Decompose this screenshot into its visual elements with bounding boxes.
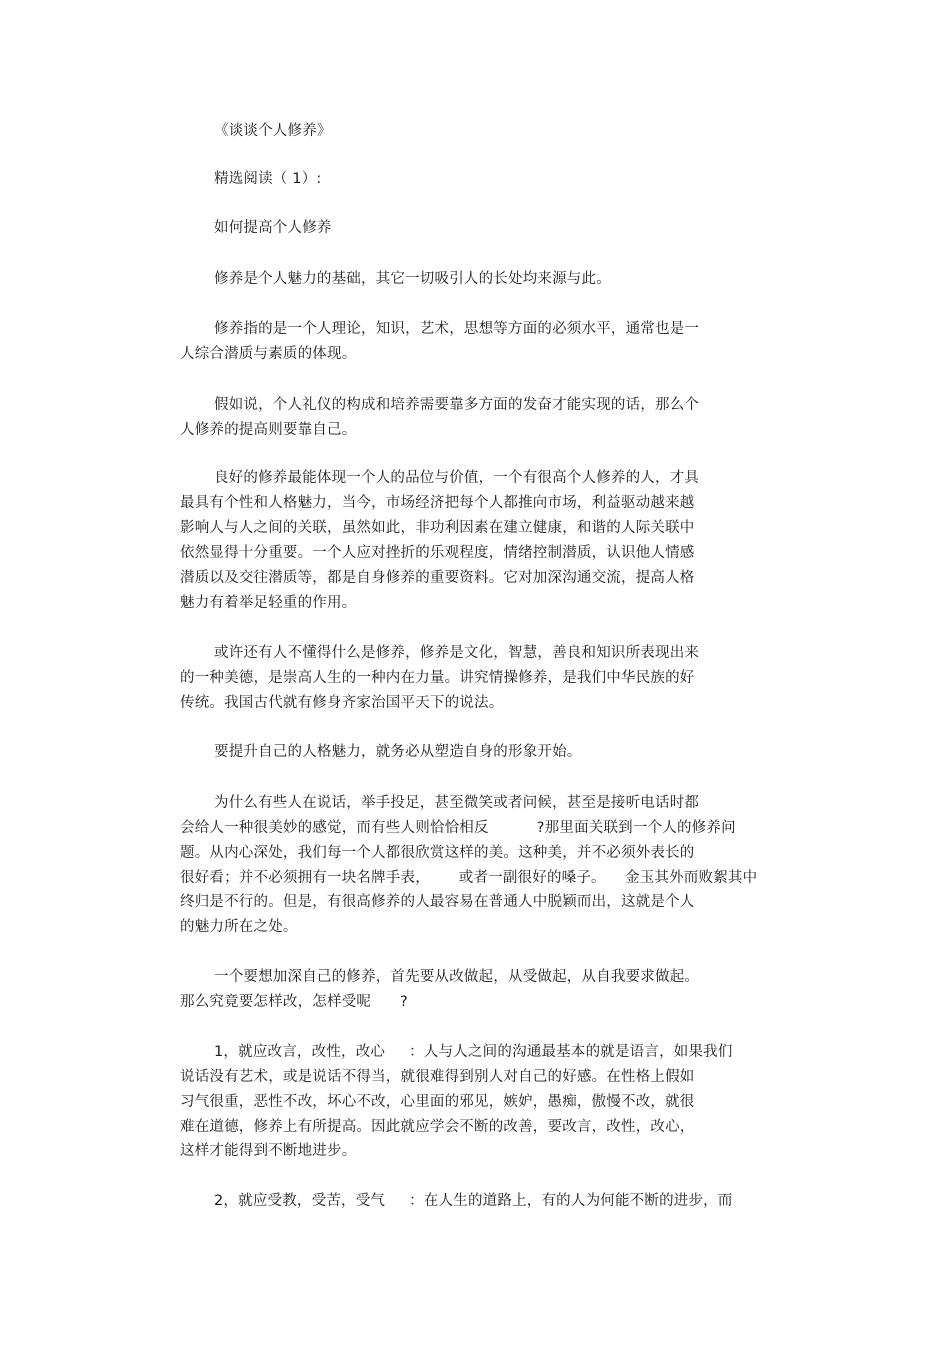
paragraph-line: 难在道德，修养上有所提高。因此就应学会不断的改善，要改言，改性，改心， — [180, 1119, 695, 1135]
subtitle: 如何提高个人修养 — [214, 220, 332, 236]
paragraph-line: 习气很重，恶性不改，坏心不改，心里面的邪见，嫉妒，愚痴，傲慢不改，就很 — [180, 1094, 695, 1110]
paragraph-line: 人修养的提高则要靠自己。 — [180, 422, 357, 438]
paragraph-line: 潜质以及交往潜质等，都是自身修养的重要资料。它对加深沟通交流，提高人格 — [180, 570, 695, 586]
paragraph-line: 修养是个人魅力的基础，其它一切吸引人的长处均来源与此。 — [214, 271, 611, 287]
paragraph-line: 这样才能得到不断地进步。 — [180, 1143, 357, 1159]
paragraph-line: 或许还有人不懂得什么是修养，修养是文化，智慧，善良和知识所表现出来 — [214, 645, 700, 661]
paragraph-line: 说话没有艺术，或是说话不得当，就很难得到别人对自己的好感。在性格上假如 — [180, 1069, 695, 1085]
paragraph-line: 要提升自己的人格魅力，就务必从塑造自身的形象开始。 — [214, 744, 582, 760]
paragraph-line: 人综合潜质与素质的体现。 — [180, 346, 357, 362]
paragraph-line: 那么究竟要怎样改，怎样受呢 ? — [180, 994, 408, 1010]
paragraph-line: 良好的修养最能体现一个人的品位与价值，一个有很高个人修养的人，才具 — [214, 470, 700, 486]
paragraph-line: 依然显得十分重要。一个人应对挫折的乐观程度，情绪控制潜质，认识他人情感 — [180, 545, 695, 561]
paragraph-line: 的魅力所在之处。 — [180, 919, 298, 935]
paragraph-line: 影响人与人之间的关联，虽然如此，非功利因素在建立健康，和谐的人际关联中 — [180, 520, 695, 536]
paragraph-line: 2，就应受教，受苦，受气 ：在人生的道路上，有的人为何能不断的进步，而 — [214, 1193, 733, 1209]
section-label: 精选阅读（ 1）: — [214, 171, 322, 187]
paragraph-line: 为什么有些人在说话，举手投足，甚至微笑或者问候，甚至是接听电话时都 — [214, 795, 700, 811]
paragraph-line: 会给人一种很美妙的感觉，而有些人则恰恰相反 ?那里面关联到一个人的修养问 — [180, 820, 736, 836]
paragraph-line: 题。从内心深处，我们每一个人都很欣赏这样的美。这种美，并不必须外表长的 — [180, 845, 695, 861]
paragraph-line: 的一种美德，是崇高人生的一种内在力量。讲究情操修养，是我们中华民族的好 — [180, 670, 695, 686]
document-title: 《谈谈个人修养》 — [214, 123, 332, 139]
paragraph-line: 最具有个性和人格魅力，当今，市场经济把每个人都推向市场，利益驱动越来越 — [180, 495, 695, 511]
paragraph-line: 修养指的是一个人理论，知识，艺术，思想等方面的必须水平，通常也是一 — [214, 321, 700, 337]
paragraph-line: 终归是不行的。但是，有很高修养的人最容易在普通人中脱颖而出，这就是个人 — [180, 894, 695, 910]
paragraph-line: 一个要想加深自己的修养，首先要从改做起，从受做起，从自我要求做起。 — [214, 969, 700, 985]
paragraph-line: 传统。我国古代就有修身齐家治国平天下的说法。 — [180, 695, 504, 711]
paragraph-line: 很好看；并不必须拥有一块名牌手表， 或者一副很好的嗓子。 金玉其外而败絮其中 — [180, 870, 758, 886]
paragraph-line: 魅力有着举足轻重的作用。 — [180, 595, 357, 611]
paragraph-line: 假如说，个人礼仪的构成和培养需要靠多方面的发奋才能实现的话，那么个 — [214, 397, 700, 413]
paragraph-line: 1，就应改言，改性，改心 ：人与人之间的沟通最基本的就是语言，如果我们 — [214, 1044, 733, 1060]
